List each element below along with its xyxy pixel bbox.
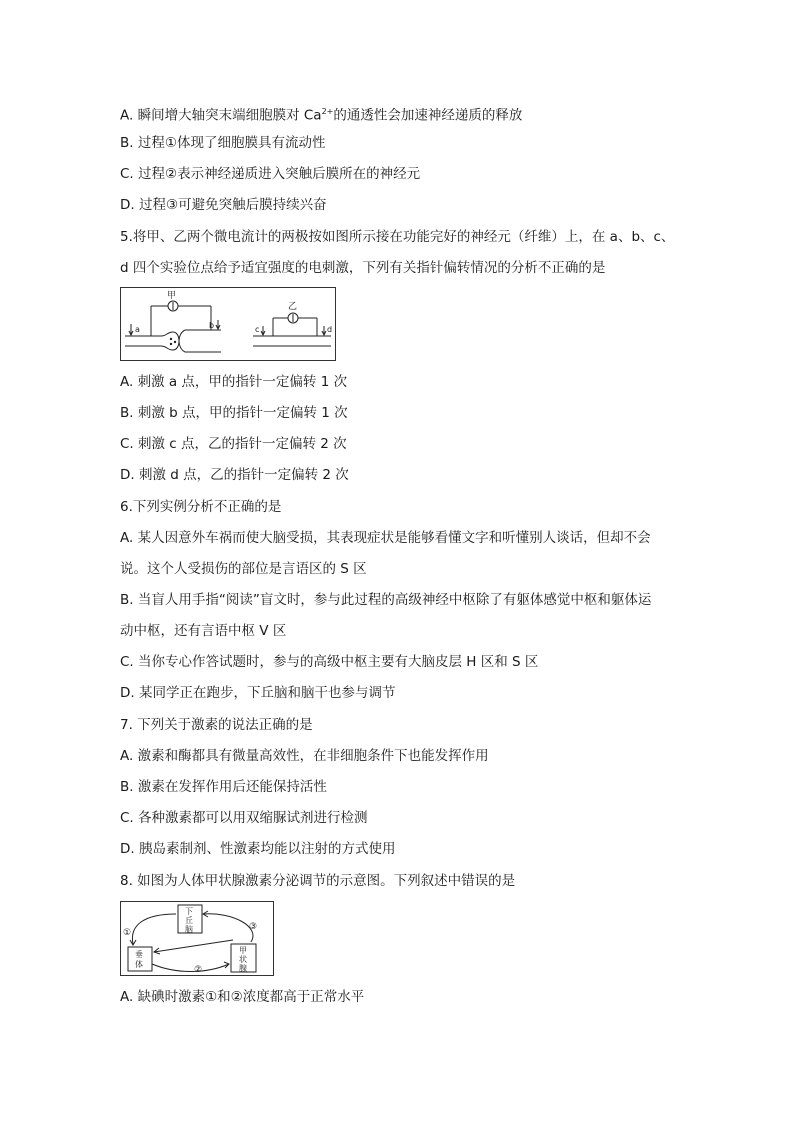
q4-option-b: B. 过程①体现了细胞膜具有流动性 <box>120 135 326 151</box>
q6-stem: 6.下列实例分析不正确的是 <box>120 499 282 515</box>
q5-stem-line-1: 5.将甲、乙两个微电流计的两极按如图所示接在功能完好的神经元（纤维）上，在 a、b、c、 <box>120 229 675 245</box>
q4-option-a: A. 瞬间增大轴突末端细胞膜对 $Ca^{2+}$的通透性会加速神经递质的释放 <box>120 107 523 124</box>
q7-option-d: D. 胰岛素制剂、性激素均能以注射的方式使用 <box>120 841 396 857</box>
q5-option-b: B. 刺激 b 点，甲的指针一定偏转 1 次 <box>120 405 348 421</box>
q6-option-d: D. 某同学正在跑步，下丘脑和脑干也参与调节 <box>120 685 396 701</box>
q7-stem: 7. 下列关于激素的说法正确的是 <box>120 717 313 733</box>
meter-jia-label: 甲 <box>167 291 177 301</box>
hypothalamus-label-2: 丘 <box>185 916 193 925</box>
q5-stem-line-2: d 四个实验位点给予适宜强度的电刺激，下列有关指针偏转情况的分析不正确的是 <box>120 260 606 276</box>
q7-option-a: A. 激素和酶都具有微量高效性，在非细胞条件下也能发挥作用 <box>120 748 489 764</box>
neuron-diagram-svg <box>121 288 335 360</box>
q7-option-c: C. 各种激素都可以用双缩脲试剂进行检测 <box>120 810 368 826</box>
label-circle-3: ③ <box>249 922 258 932</box>
q8-stem: 8. 如图为人体甲状腺激素分泌调节的示意图。下列叙述中错误的是 <box>120 873 516 889</box>
q7-option-b: B. 激素在发挥作用后还能保持活性 <box>120 779 327 795</box>
thyroid-label-3: 腺 <box>239 964 247 973</box>
q4-option-c: C. 过程②表示神经递质进入突触后膜所在的神经元 <box>120 166 421 182</box>
q8-option-a: A. 缺碘时激素①和②浓度都高于正常水平 <box>120 989 365 1005</box>
thyroid-label-2: 状 <box>239 955 247 964</box>
label-circle-1: ① <box>123 928 132 938</box>
q6-option-a-line-2: 说。这个人受损伤的部位是言语区的 S 区 <box>120 561 367 577</box>
q6-option-b-line-1: B. 当盲人用手指“阅读”盲文时，参与此过程的高级神经中枢除了有躯体感觉中枢和躯体运 <box>120 592 652 608</box>
point-d-label: d <box>327 325 333 334</box>
thyroid-regulation-diagram <box>120 901 274 976</box>
label-circle-2: ② <box>194 965 203 975</box>
q5-option-a: A. 刺激 a 点，甲的指针一定偏转 1 次 <box>120 374 348 390</box>
thyroid-label-1: 甲 <box>239 946 247 955</box>
q6-option-b-line-2: 动中枢，还有言语中枢 V 区 <box>120 623 287 639</box>
q6-option-c: C. 当你专心作答试题时，参与的高级中枢主要有大脑皮层 H 区和 S 区 <box>120 654 539 670</box>
hypothalamus-label-3: 脑 <box>185 925 193 934</box>
hypothalamus-label-1: 下 <box>185 907 193 916</box>
q6-option-a-line-1: A. 某人因意外车祸而使大脑受损，其表现症状是能够看懂文字和听懂别人谈话，但却不会 <box>120 530 651 546</box>
thyroid-diagram-svg <box>121 902 273 975</box>
q5-option-d: D. 刺激 d 点，乙的指针一定偏转 2 次 <box>120 467 349 483</box>
point-c-label: c <box>255 325 260 334</box>
meter-yi-label: 乙 <box>288 302 298 312</box>
pituitary-label-1: 垂 <box>135 950 143 959</box>
neuron-galvanometer-diagram <box>120 287 336 361</box>
q4-option-d: D. 过程③可避免突触后膜持续兴奋 <box>120 197 327 213</box>
q5-option-c: C. 刺激 c 点，乙的指针一定偏转 2 次 <box>120 436 347 452</box>
point-a-label: a <box>135 325 140 334</box>
pituitary-label-2: 体 <box>135 960 143 969</box>
point-b-label: b <box>209 321 215 330</box>
